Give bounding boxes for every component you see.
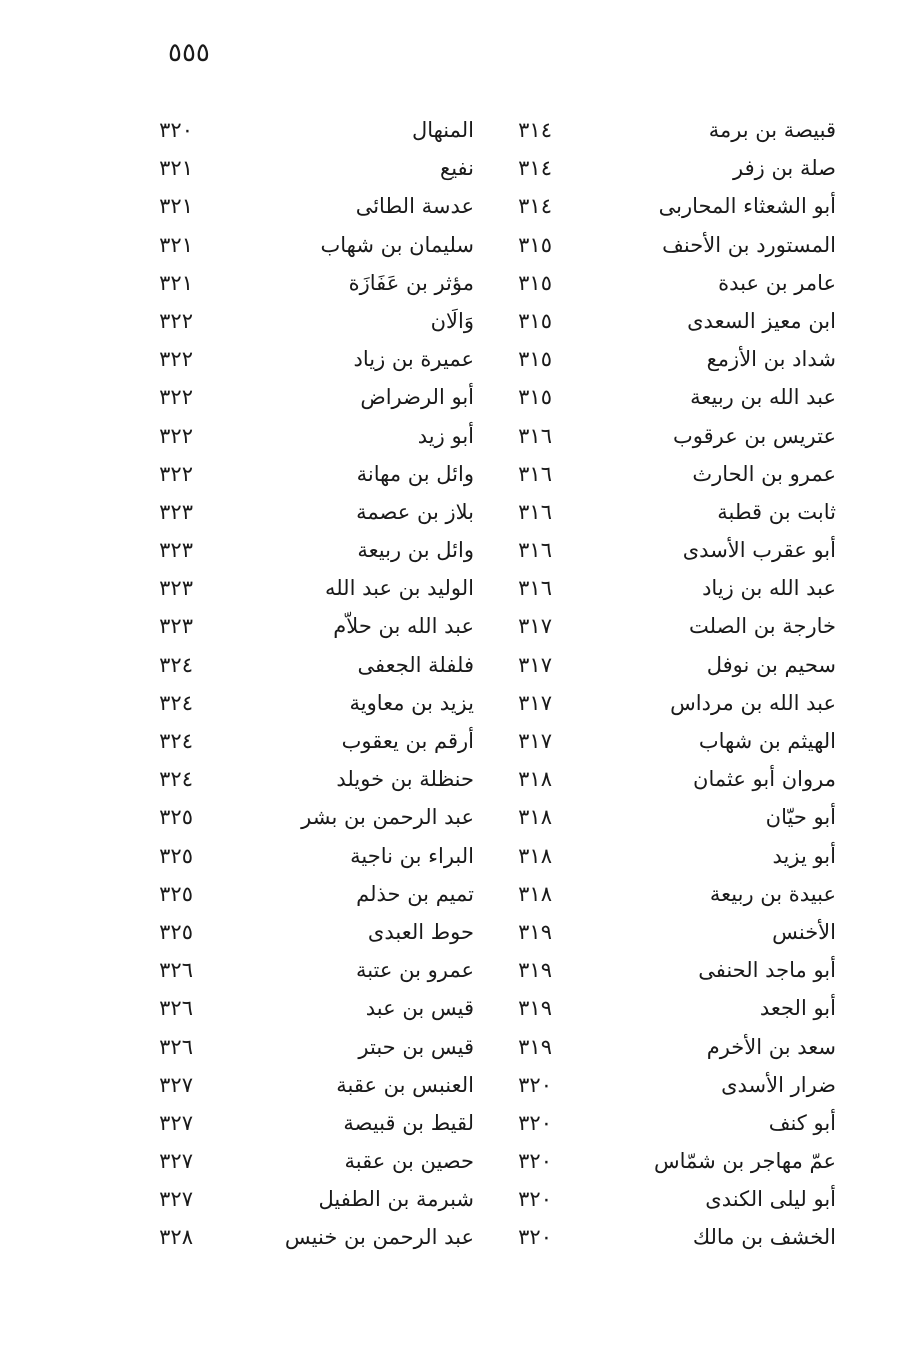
entry-name-right: أبو حيّان [765,805,836,830]
entry-page-left: ٣٢٢ [159,347,193,372]
entry-page-right: ٣١٥ [518,232,552,257]
entry-name-right: عامر بن عبدة [718,270,836,295]
page-number: ٥٥٥ [168,38,210,68]
index-row [0,114,924,152]
entry-page-left: ٣٢١ [159,156,193,181]
entry-name-left: عبد الرحمن بن بشر [301,805,474,830]
entry-name-left: وائل بن ربيعة [357,538,474,563]
entry-name-right: عمرو بن الحارث [692,461,836,486]
entry-page-left: ٣٢٦ [159,996,193,1021]
index-row [0,610,924,648]
entry-page-left: ٣٢٥ [159,881,193,906]
entry-page-left: ٣٢٢ [159,461,193,486]
index-row [0,343,924,381]
entry-name-left: بلاز بن عصمة [356,499,474,524]
index-row [0,1221,924,1259]
index-row [0,1107,924,1145]
entry-page-right: ٣١٥ [518,308,552,333]
entry-page-left: ٣٢٣ [159,576,193,601]
index-row [0,381,924,419]
entry-page-right: ٣١٧ [518,690,552,715]
index-row [0,1183,924,1221]
entry-page-right: ٣٢٠ [518,1225,552,1250]
index-row [0,763,924,801]
entry-name-left: قيس بن حبتر [358,1034,474,1059]
entry-page-left: ٣٢١ [159,194,193,219]
entry-name-left: المنهال [411,118,474,142]
entry-name-right: ثابت بن قطبة [717,499,836,524]
entry-name-left: نفيع [440,156,474,181]
entry-name-left: أرقم بن يعقوب [341,729,474,753]
entry-page-right: ٣١٥ [518,270,552,295]
entry-page-right: ٣١٦ [518,423,552,448]
entry-name-right: ابن معيز السعدى [687,308,836,333]
entry-name-left: حوط العبدى [367,919,474,944]
entry-name-left: عبد الله بن حلاّم [333,614,474,639]
entry-page-right: ٣١٨ [518,767,552,792]
entry-name-right: خارجة بن الصلت [689,614,836,639]
entry-page-right: ٣١٩ [518,996,552,1021]
entry-page-left: ٣٢٢ [159,423,193,448]
entry-page-left: ٣٢٨ [159,1225,193,1250]
entry-page-left: ٣٢٦ [159,1034,193,1059]
entry-name-right: أبو عقرب الأسدى [682,538,836,563]
entry-page-right: ٣١٨ [518,805,552,830]
entry-page-right: ٣١٤ [518,194,552,219]
entry-page-right: ٣١٧ [518,652,552,677]
entry-name-left: قيس بن عبد [365,996,474,1021]
entry-name-left: سليمان بن شهاب [320,232,474,257]
entry-page-right: ٣١٦ [518,538,552,563]
entry-name-right: عبد الله بن مرداس [670,690,836,715]
entry-name-left: عدسة الطائى [355,194,474,219]
entry-name-left: عميرة بن زياد [353,347,474,372]
entry-page-right: ٣٢٠ [518,1149,552,1174]
entry-page-left: ٣٢٧ [159,1072,193,1097]
entry-page-right: ٣١٧ [518,729,552,753]
entry-name-left: وائل بن مهانة [356,461,474,486]
entry-page-left: ٣٢٧ [159,1110,193,1135]
index-row [0,572,924,610]
entry-page-left: ٣٢٢ [159,308,193,333]
index-row [0,229,924,267]
index-row [0,801,924,839]
entry-name-left: أبو زيد [417,423,474,448]
index-row [0,152,924,190]
entry-page-left: ٣٢٣ [159,538,193,563]
entry-page-left: ٣٢٣ [159,614,193,639]
entry-page-right: ٣١٩ [518,958,552,983]
entry-name-right: أبو يزيد [772,843,836,868]
index-row [0,954,924,992]
index-row [0,305,924,343]
entry-name-right: صلة بن زفر [733,156,836,181]
entry-name-right: أبو ليلى الكندى [705,1187,836,1212]
entry-name-right: عمّ مهاجر بن شمّاس [653,1149,836,1174]
entry-name-right: الأخنس [772,919,836,944]
entry-name-left: فلفلة الجعفى [357,652,474,677]
entry-name-right: أبو كنف [768,1110,836,1135]
entry-page-left: ٣٢٤ [159,767,193,792]
entry-name-left: عبد الرحمن بن خنيس [284,1225,474,1250]
index-row [0,420,924,458]
entry-page-right: ٣١٦ [518,499,552,524]
index-row [0,687,924,725]
entry-name-left: عمرو بن عتبة [355,958,474,983]
entry-page-left: ٣٢٧ [159,1149,193,1174]
entry-page-left: ٣٢٣ [159,499,193,524]
index-row [0,840,924,878]
index-row [0,916,924,954]
index-row [0,878,924,916]
entry-name-right: قبيصة بن برمة [708,118,836,142]
entry-page-right: ٣١٥ [518,385,552,410]
entry-name-right: الخشف بن مالك [692,1225,836,1250]
entry-page-left: ٣٢١ [159,270,193,295]
entry-page-right: ٣٢٠ [518,1110,552,1135]
entry-page-left: ٣٢٧ [159,1187,193,1212]
entry-name-left: الوليد بن عبد الله [324,576,474,601]
entry-page-right: ٣١٤ [518,118,552,142]
entry-name-right: سعد بن الأخرم [706,1034,836,1059]
entry-page-right: ٣١٤ [518,156,552,181]
entry-page-left: ٣٢٤ [159,729,193,753]
entry-page-left: ٣٢١ [159,232,193,257]
entry-name-right: شداد بن الأزمع [706,347,836,372]
index-row [0,1145,924,1183]
entry-page-right: ٣١٦ [518,461,552,486]
entry-page-left: ٣٢٥ [159,805,193,830]
entry-page-right: ٣١٨ [518,881,552,906]
entry-name-left: تميم بن حذلم [356,881,474,906]
entry-name-left: مؤثر بن عَفَازَة [348,270,474,295]
index-row [0,496,924,534]
index-row [0,992,924,1030]
entry-page-right: ٣٢٠ [518,1072,552,1097]
index-row [0,725,924,763]
entry-name-left: لقيط بن قبيصة [343,1110,474,1135]
entry-name-right: عبيدة بن ربيعة [709,881,836,906]
entry-page-left: ٣٢٢ [159,385,193,410]
entry-page-left: ٣٢٦ [159,958,193,983]
entry-name-right: ضرار الأسدى [721,1072,836,1097]
entry-page-right: ٣١٦ [518,576,552,601]
entry-name-right: عبد الله بن ربيعة [690,385,836,410]
entry-page-left: ٣٢٤ [159,652,193,677]
entry-name-left: شبرمة بن الطفيل [318,1187,474,1212]
entry-name-left: أبو الرضراض [360,385,474,410]
entry-name-right: الهيثم بن شهاب [698,729,836,753]
entry-name-right: أبو ماجد الحنفى [698,958,836,983]
index-row [0,190,924,228]
entry-page-right: ٣١٥ [518,347,552,372]
index-row [0,1069,924,1107]
entry-page-right: ٣١٩ [518,919,552,944]
index-row [0,649,924,687]
index-table [0,114,924,1260]
entry-page-left: ٣٢٥ [159,919,193,944]
entry-page-right: ٣١٩ [518,1034,552,1059]
entry-page-left: ٣٢٥ [159,843,193,868]
entry-name-right: أبو الشعثاء المحاربى [658,194,836,219]
entry-name-left: وَالَان [430,308,474,333]
entry-page-right: ٣١٨ [518,843,552,868]
entry-name-left: العنبس بن عقبة [336,1072,474,1097]
index-row [0,267,924,305]
entry-page-right: ٣١٧ [518,614,552,639]
entry-name-left: البراء بن ناجية [350,843,474,868]
entry-page-right: ٣٢٠ [518,1187,552,1212]
index-row [0,1031,924,1069]
entry-name-left: يزيد بن معاوية [349,690,474,715]
entry-name-left: حنظلة بن خويلد [336,767,474,792]
entry-name-right: عبد الله بن زياد [702,576,836,601]
entry-page-left: ٣٢٤ [159,690,193,715]
index-row [0,534,924,572]
entry-name-right: المستورد بن الأحنف [662,232,836,257]
entry-name-left: حصين بن عقبة [344,1149,474,1174]
entry-name-right: عتريس بن عرقوب [672,423,836,448]
index-row [0,458,924,496]
entry-name-right: أبو الجعد [759,996,836,1021]
entry-name-right: مروان أبو عثمان [693,767,836,792]
entry-page-left: ٣٢٠ [159,118,193,142]
entry-name-right: سحيم بن نوفل [706,652,836,677]
